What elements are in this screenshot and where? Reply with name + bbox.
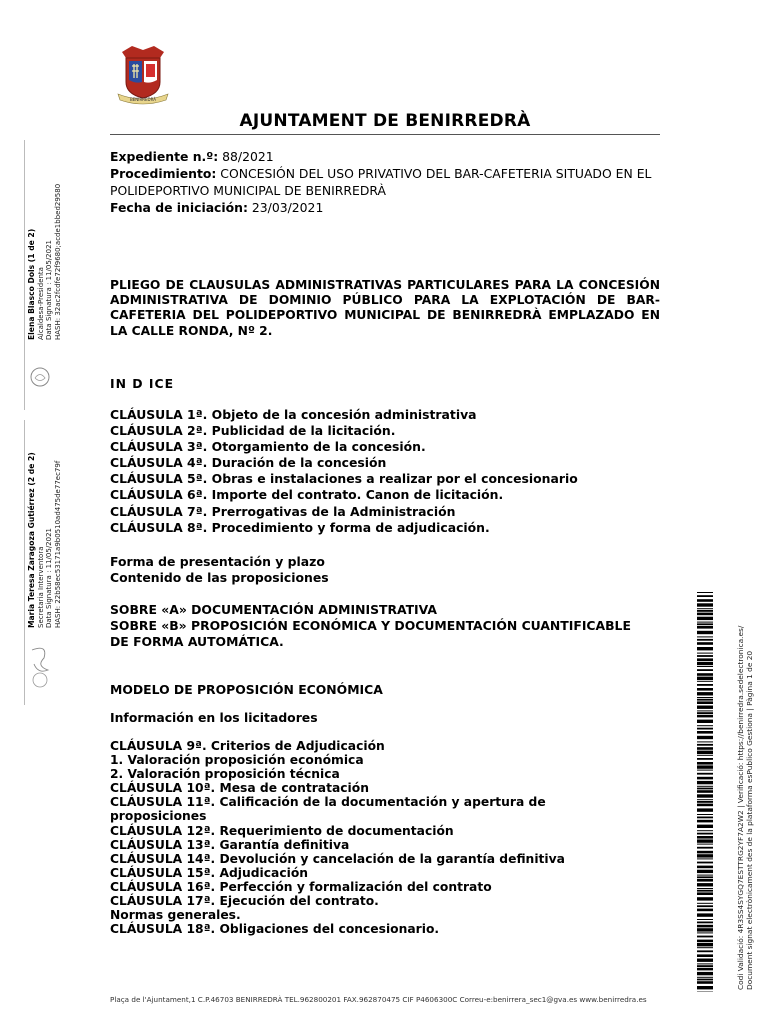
municipality-title: AJUNTAMENT DE BENIRREDRÀ	[239, 111, 531, 131]
barcode-bar	[697, 804, 713, 807]
barcode-bar	[697, 799, 713, 800]
index-heading: IN D ICE	[110, 376, 175, 391]
barcode-bar	[697, 972, 713, 975]
barcode-bar	[697, 677, 713, 680]
barcode-bar	[697, 928, 713, 931]
index-item: DE FORMA AUTOMÁTICA.	[110, 634, 284, 650]
barcode-bar	[697, 940, 713, 943]
barcode-bar	[697, 741, 713, 742]
barcode-bar	[697, 712, 713, 714]
barcode-bar	[697, 890, 713, 892]
barcode-bar	[697, 833, 713, 835]
barcode-bar	[697, 623, 713, 625]
barcode-bar	[697, 603, 713, 606]
modelo-heading: MODELO DE PROPOSICIÓN ECONÓMICA	[110, 682, 383, 697]
index-item: CLÁUSULA 1ª. Objeto de la concesión administrativa	[110, 407, 477, 422]
barcode-bar	[697, 820, 713, 823]
header-divider	[110, 134, 660, 135]
barcode-bar	[697, 608, 713, 609]
index-group-3	[110, 602, 670, 650]
barcode-bar	[697, 959, 713, 962]
barcode-bar	[697, 701, 713, 704]
index-item: CLÁUSULA 8ª. Procedimiento y forma de adjudicación.	[110, 519, 490, 535]
barcode-bar	[697, 932, 713, 933]
barcode-bar	[697, 909, 713, 912]
barcode-bar	[697, 854, 713, 857]
sidebar-divider	[24, 420, 25, 705]
index-item: Forma de presentación y plazo	[110, 554, 325, 569]
barcode-bar	[697, 744, 713, 746]
document-title: PLIEGO DE CLAUSULAS ADMINISTRATIVAS PARTICULARES PARA LA CONCESIÓN ADMINISTRATIVA DE DOMINIO PÚBLICO PARA LA EXPLOTACIÓN DE BAR-CAFETERIA DEL POLIDEPORTIVO MUNICIPAL DE BENIRREDRÀ EMPLAZADO EN LA CALLE RONDA, Nº 2.	[110, 278, 660, 338]
barcode-bar	[697, 922, 713, 924]
barcode-bar	[697, 892, 713, 895]
barcode-bar	[697, 903, 713, 904]
barcode-bar	[697, 808, 713, 811]
barcode-bar	[697, 847, 713, 849]
barcode-bar	[697, 876, 713, 878]
barcode-bar	[697, 875, 713, 876]
barcode-bar	[697, 631, 713, 634]
barcode-bar	[697, 879, 713, 882]
barcode-bar	[697, 925, 713, 928]
barcode-bar	[697, 858, 713, 859]
barcode-bar	[697, 888, 713, 889]
index-item: CLÁUSULA 9ª. Criterios de Adjudicación	[110, 739, 385, 753]
barcode-bar	[697, 684, 713, 686]
barcode-bar	[697, 801, 713, 803]
barcode-bar	[697, 770, 713, 771]
informacion-heading: Información en los licitadores	[110, 710, 318, 725]
barcode-bar	[697, 653, 713, 654]
barcode-bar	[697, 731, 713, 734]
index-group-2	[110, 554, 670, 586]
barcode-bar	[697, 666, 713, 667]
sidebar-divider	[24, 140, 25, 410]
barcode-bar	[697, 613, 713, 616]
index-item: proposiciones	[110, 809, 207, 824]
barcode-bar	[697, 919, 713, 920]
index-item: CLÁUSULA 13ª. Garantía definitiva	[110, 837, 350, 852]
barcode-bar	[697, 636, 713, 637]
barcode-bar	[697, 781, 713, 784]
barcode-bar	[697, 825, 713, 828]
barcode-bar	[697, 706, 713, 709]
municipal-crest-logo	[116, 44, 170, 106]
validation-barcode	[697, 592, 713, 992]
index-item: CLÁUSULA 16ª. Perfección y formalización del contrato	[110, 879, 492, 894]
procedimiento-line: Procedimiento: CONCESIÓN DEL USO PRIVATIVO DEL BAR-CAFETERIA SITUADO EN EL POLIDEPORTIVO MUNICIPAL DE BENIRREDRÀ	[110, 166, 652, 198]
barcode-bar	[697, 943, 713, 946]
barcode-bar	[697, 747, 713, 750]
barcode-bar	[697, 965, 713, 967]
index-item: CLÁUSULA 5ª. Obras e instalaciones a realizar por el concesionario	[110, 471, 578, 487]
index-item: CLÁUSULA 14ª. Devolución y cancelación de la garantía definitiva	[110, 851, 565, 866]
barcode-bar	[697, 979, 713, 981]
barcode-bar	[697, 870, 713, 873]
barcode-bar	[697, 655, 713, 657]
barcode-bar	[697, 883, 713, 886]
barcode-bar	[697, 599, 713, 602]
index-item: CLÁUSULA 2ª. Publicidad de la licitación.	[110, 423, 396, 439]
barcode-bar	[697, 977, 713, 978]
barcode-bar	[697, 592, 713, 593]
barcode-bar	[697, 736, 713, 739]
barcode-bar	[697, 595, 713, 597]
barcode-bar	[697, 830, 713, 831]
barcode-bar	[697, 639, 713, 641]
barcode-bar	[697, 897, 713, 900]
index-item: CLÁUSULA 6ª. Importe del contrato. Canon de licitación.	[110, 487, 504, 503]
barcode-bar	[697, 610, 713, 612]
barcode-bar	[697, 836, 713, 839]
index-group-4	[110, 739, 670, 936]
barcode-bar	[697, 981, 713, 984]
barcode-bar	[697, 688, 713, 691]
barcode-bar	[697, 844, 713, 845]
barcode-bar	[697, 617, 713, 620]
barcode-bar	[697, 669, 713, 671]
fecha-line: Fecha de iniciación: 23/03/2021	[110, 200, 324, 215]
barcode-bar	[697, 647, 713, 650]
signature-block-2: Maria Teresa Zaragoza Gutiérrez (2 de 2) Secretaria Interventora Data Signatura : 11/05/2021 HASH: 22b58ec53171a9b0510ad475de77ec79f	[27, 452, 62, 628]
file-metadata	[110, 148, 662, 216]
barcode-bar	[697, 720, 713, 723]
barcode-bar	[697, 790, 713, 793]
barcode-bar	[697, 913, 713, 916]
barcode-bar	[697, 814, 713, 815]
barcode-bar	[697, 862, 713, 864]
index-item: CLÁUSULA 12ª. Requerimiento de documentación	[110, 823, 454, 838]
barcode-bar	[697, 839, 713, 842]
signature-block-1: Elena Blasco Dols (1 de 2) Alcaldesa-Presidenta Data Signatura : 11/05/2021 HASH: 32ac2fcdfe72f9680;acde1bbed29580	[27, 183, 62, 340]
index-group-1	[110, 407, 670, 536]
barcode-bar	[697, 794, 713, 797]
barcode-bar	[697, 963, 713, 964]
barcode-bar	[697, 622, 713, 623]
expediente-line: Expediente n.º: 88/2021	[110, 149, 274, 164]
barcode-bar	[697, 715, 713, 718]
barcode-bar	[697, 777, 713, 780]
barcode-bar	[697, 950, 713, 952]
barcode-bar	[697, 851, 713, 854]
barcode-bar	[697, 728, 713, 730]
barcode-bar	[697, 751, 713, 754]
index-item: CLÁUSULA 3ª. Otorgamiento de la concesión.	[110, 439, 426, 455]
barcode-bar	[697, 755, 713, 756]
svg-text:BENIRREDRÀ: BENIRREDRÀ	[130, 97, 156, 102]
barcode-bar	[697, 662, 713, 665]
barcode-bar	[697, 758, 713, 760]
barcode-bar	[697, 786, 713, 787]
index-item: CLÁUSULA 11ª. Calificación de la documentación y apertura de	[110, 795, 546, 810]
barcode-bar	[697, 710, 713, 711]
barcode-bar	[697, 681, 713, 682]
barcode-bar	[697, 762, 713, 765]
index-item: Contenido de las proposiciones	[110, 570, 329, 586]
index-item: CLÁUSULA 4ª. Duración de la concesión	[110, 455, 387, 471]
barcode-bar	[697, 947, 713, 948]
barcode-bar	[697, 725, 713, 726]
barcode-bar	[697, 968, 713, 971]
barcode-bar	[697, 658, 713, 661]
barcode-bar	[697, 936, 713, 938]
index-item: 2. Valoración proposición técnica	[110, 767, 340, 782]
index-item: CLÁUSULA 7ª. Prerrogativas de la Administración	[110, 503, 456, 519]
barcode-bar	[697, 905, 713, 907]
validation-text: Codi Validació: 4R3SS4SYGQ7ESTTRG2YF7A2W2 | Verificació: https://benirredra.sedelectronica.es/ Document signat electrònicament des de la plataforma esPublico Gestiona | Pàgina 1 de 20	[736, 625, 754, 990]
barcode-bar	[697, 986, 713, 989]
index-item: Normas generales.	[110, 908, 241, 923]
signature-stamp-icon	[28, 366, 52, 388]
index-item: CLÁUSULA 18ª. Obligaciones del concesionario.	[110, 922, 440, 937]
barcode-bar	[697, 673, 713, 676]
barcode-bar	[697, 642, 713, 645]
index-item: CLÁUSULA 17ª. Ejecución del contrato.	[110, 894, 379, 909]
barcode-bar	[697, 692, 713, 695]
signature-scribble-icon	[28, 640, 52, 690]
index-item: 1. Valoración proposición económica	[110, 753, 364, 768]
index-item: CLÁUSULA 15ª. Adjudicación	[110, 865, 309, 880]
barcode-bar	[697, 817, 713, 819]
index-item: CLÁUSULA 10ª. Mesa de contratación	[110, 781, 369, 796]
barcode-bar	[697, 954, 713, 957]
barcode-bar	[697, 773, 713, 775]
barcode-bar	[697, 765, 713, 768]
page-footer: Plaça de l'Ajuntament,1 C.P.46703 BENIRREDRÀ TEL.962800201 FAX.962870475 CIF P4606300C Correu-e:benirrera_sec1@gva.es www.benirredra.es	[110, 995, 647, 1004]
barcode-bar	[697, 697, 713, 698]
barcode-bar	[697, 788, 713, 790]
barcode-bar	[697, 626, 713, 629]
barcode-bar	[697, 699, 713, 701]
barcode-bar	[697, 866, 713, 869]
index-item: SOBRE «B» PROPOSICIÓN ECONÓMICA Y DOCUMENTACIÓN CUANTIFICABLE	[110, 618, 631, 634]
index-item: SOBRE «A» DOCUMENTACIÓN ADMINISTRATIVA	[110, 602, 438, 617]
